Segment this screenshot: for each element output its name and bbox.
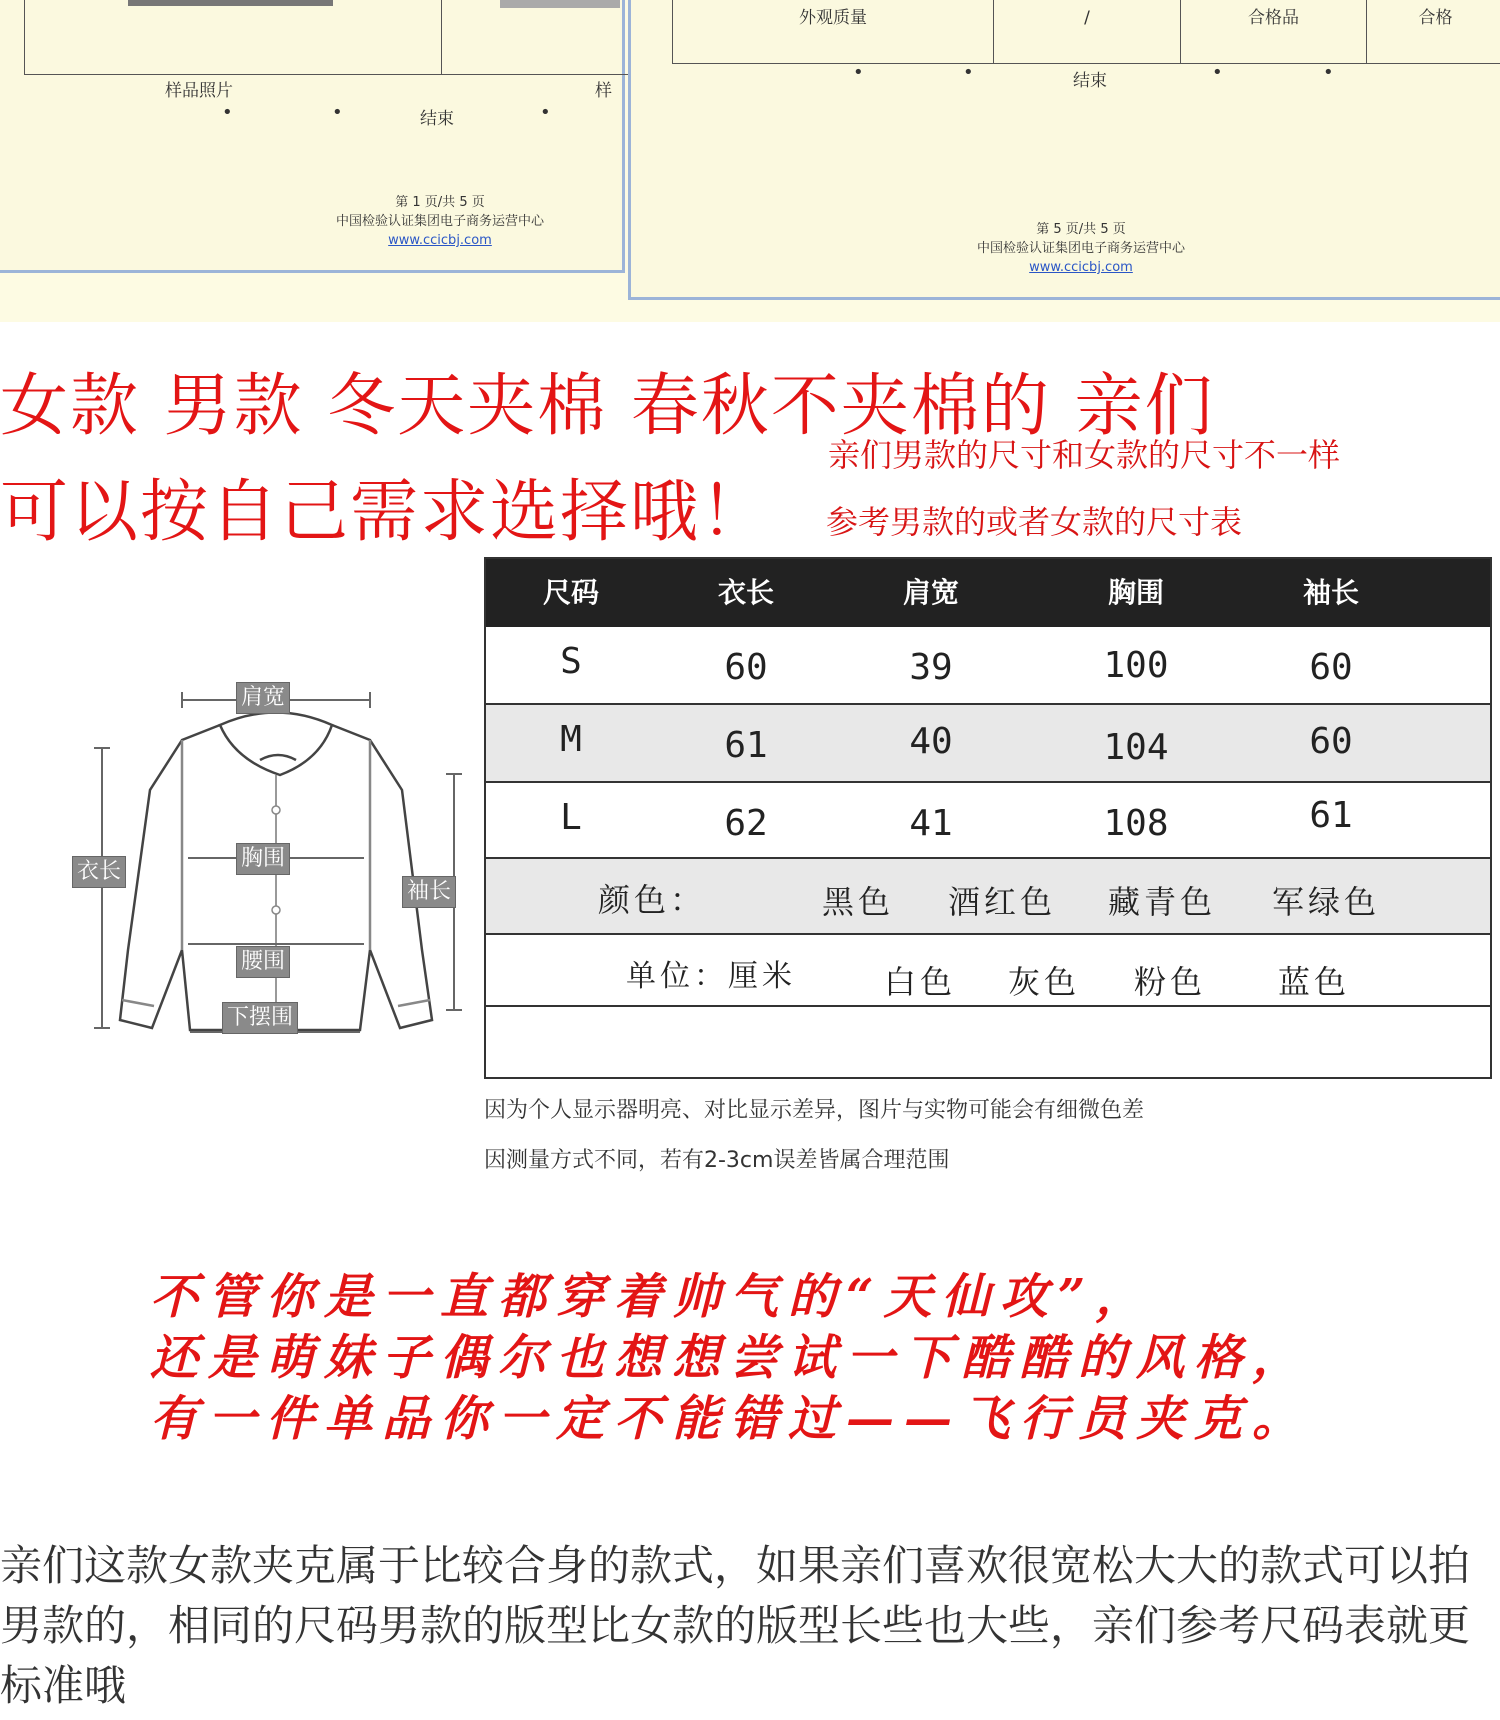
- page-info: 第 5 页/共 5 页: [1036, 222, 1126, 237]
- sample-photo-label: 样品照片: [165, 81, 233, 101]
- cell-chest: 108: [1103, 803, 1169, 844]
- chest-label: 胸围: [236, 843, 290, 875]
- cell-length: 60: [724, 647, 768, 688]
- bullet-dot: •: [1212, 62, 1223, 83]
- length-label: 衣长: [72, 856, 126, 888]
- color-option: 蓝色: [1278, 963, 1351, 1001]
- bullet-dot: •: [540, 102, 551, 123]
- org-link[interactable]: www.ccicbj.com: [388, 233, 492, 248]
- cell-size: S: [560, 641, 582, 682]
- sample-photo-label-2: 样: [595, 81, 612, 101]
- cell-shoulder: 39: [909, 647, 953, 688]
- header-sleeve: 袖长: [1302, 576, 1359, 609]
- sample-photo-image-2: [500, 0, 620, 8]
- cell-length: 61: [724, 725, 768, 766]
- color-option: 灰色: [1008, 963, 1081, 1001]
- certificate-strip: [0, 0, 1500, 322]
- table-cell: 外观质量: [799, 8, 867, 28]
- cell-size: M: [560, 719, 582, 760]
- measurement-tolerance-note: 因测量方式不同，若有2-3cm误差皆属合理范围: [484, 1148, 950, 1173]
- headline-line-2: 可以按自己需求选择哦！: [0, 473, 771, 552]
- color-option: 军绿色: [1272, 883, 1381, 921]
- unit-label: 单位：厘米: [626, 959, 796, 994]
- size-difference-note: 亲们男款的尺寸和女款的尺寸不一样: [828, 436, 1341, 474]
- promo-line-3: 有一件单品你一定不能错过——飞行员夹克。: [150, 1391, 1311, 1447]
- end-label: 结束: [420, 109, 454, 129]
- cell-size: L: [560, 797, 582, 838]
- end-label: 结束: [1073, 71, 1107, 91]
- cell-chest: 100: [1103, 645, 1169, 686]
- promo-line-1: 不管你是一直都穿着帅气的“天仙攻”，: [150, 1269, 1154, 1325]
- jacket-measurement-diagram: [70, 680, 480, 1040]
- header-chest: 胸围: [1107, 576, 1164, 609]
- waist-label: 腰围: [236, 946, 290, 978]
- colors-row: [486, 859, 1490, 935]
- sample-photo-image: [128, 0, 333, 6]
- colors-label: 颜色：: [598, 881, 707, 919]
- color-option: 藏青色: [1108, 883, 1217, 921]
- table-row: [486, 627, 1490, 705]
- page-info: 第 1 页/共 5 页: [395, 195, 485, 210]
- sleeve-label: 袖长: [402, 876, 456, 908]
- headline-line-1: 女款 男款 冬天夹棉 春秋不夹棉的 亲们: [0, 367, 1215, 446]
- color-option: 粉色: [1134, 963, 1207, 1001]
- color-option: 白色: [884, 963, 957, 1001]
- bullet-dot: •: [332, 102, 343, 123]
- bullet-dot: •: [853, 62, 864, 83]
- fit-description: 亲们这款女款夹克属于比较合身的款式，如果亲们喜欢很宽松大大的款式可以拍男款的，相同的尺码男款的版型比女款的版型长些也大些，亲们参考尺码表就更标准哦: [0, 1541, 1471, 1710]
- result-table: [672, 0, 1500, 64]
- header-shoulder: 肩宽: [902, 576, 959, 609]
- table-header: [486, 559, 1490, 627]
- size-reference-note: 参考男款的或者女款的尺寸表: [826, 503, 1243, 541]
- hem-label: 下摆围: [222, 1002, 298, 1034]
- cell-sleeve: 61: [1309, 795, 1353, 836]
- page-footer: [320, 193, 560, 250]
- cell-length: 62: [724, 803, 768, 844]
- cell-sleeve: 60: [1309, 647, 1353, 688]
- bullet-dot: •: [1323, 62, 1334, 83]
- bullet-dot: •: [963, 62, 974, 83]
- org-name: 中国检验认证集团电子商务运营中心: [976, 241, 1185, 256]
- promo-line-2: 还是萌妹子偶尔也想想尝试一下酷酷的风格，: [150, 1330, 1311, 1386]
- cell-chest: 104: [1103, 727, 1169, 768]
- shoulder-label: 肩宽: [236, 682, 290, 714]
- color-difference-note: 因为个人显示器明亮、对比显示差异，图片与实物可能会有细微色差: [484, 1098, 1145, 1123]
- cell-shoulder: 41: [909, 803, 953, 844]
- certificate-page-5: [628, 0, 1500, 300]
- header-size: 尺码: [542, 576, 599, 609]
- page-footer: [951, 220, 1211, 277]
- table-row: [486, 705, 1490, 783]
- sample-photo-table: [24, 0, 646, 75]
- table-cell: 合格品: [1248, 8, 1299, 28]
- size-table: [484, 557, 1492, 1079]
- color-option: 酒红色: [948, 883, 1057, 921]
- org-name: 中国检验认证集团电子商务运营中心: [335, 214, 544, 229]
- bullet-dot: •: [222, 102, 233, 123]
- cell-shoulder: 40: [909, 721, 953, 762]
- color-option: 黑色: [822, 883, 895, 921]
- table-row: [486, 783, 1490, 859]
- header-length: 衣长: [717, 576, 774, 609]
- cell-sleeve: 60: [1309, 721, 1353, 762]
- certificate-page-1: [0, 0, 625, 273]
- org-link[interactable]: www.ccicbj.com: [1029, 260, 1133, 275]
- table-cell: /: [1084, 8, 1090, 28]
- table-cell: 合格: [1418, 8, 1453, 28]
- table-divider: [441, 0, 442, 74]
- unit-colors-row: [486, 935, 1490, 1007]
